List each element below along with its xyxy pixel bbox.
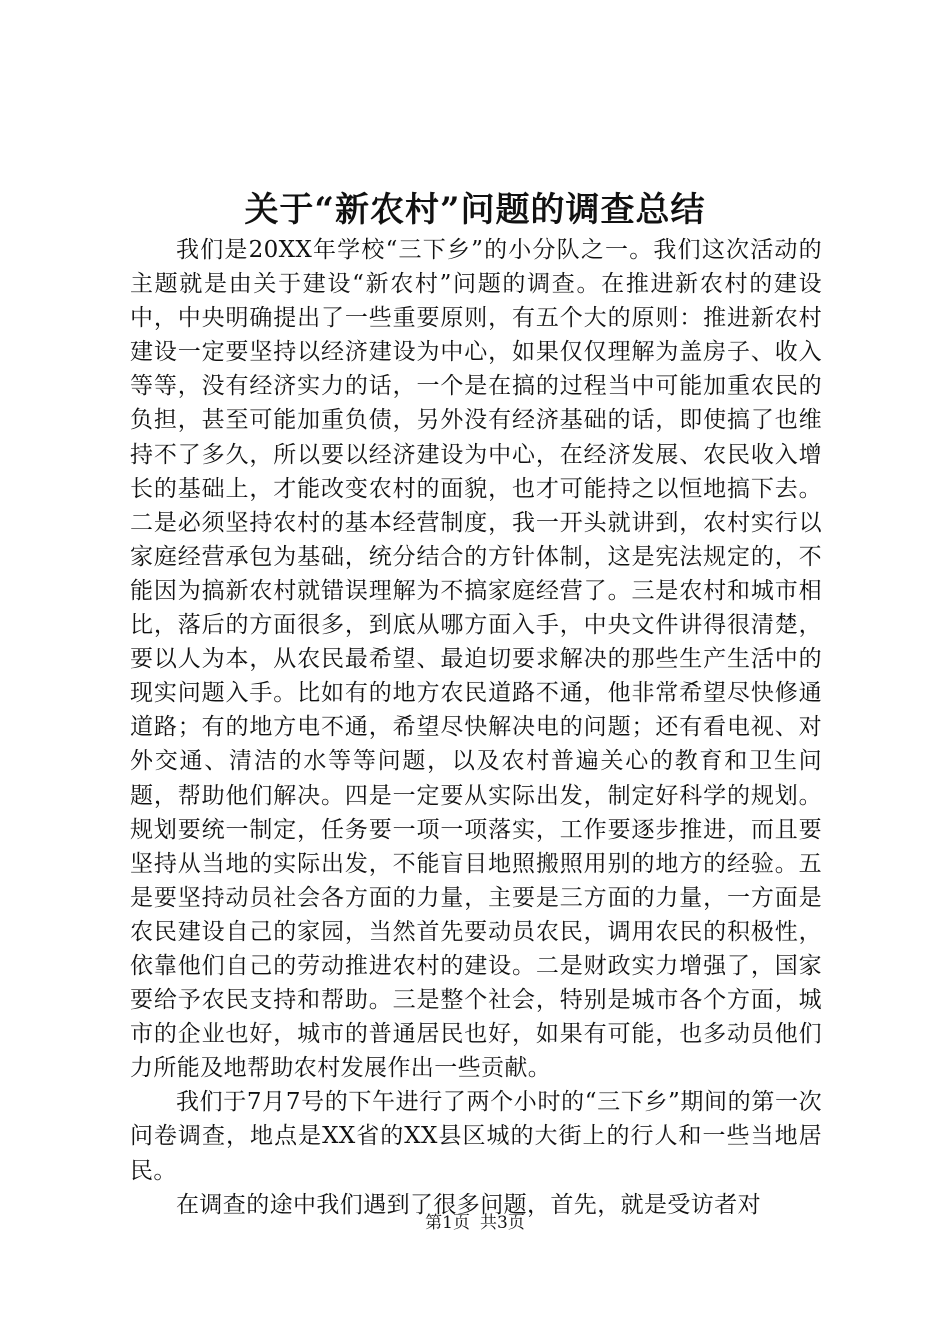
page-total: 共3页 bbox=[480, 1213, 525, 1233]
page-footer bbox=[0, 1211, 950, 1235]
page-number: 第1页 bbox=[425, 1213, 470, 1233]
paragraph-2: 我们于7月7号的下午进行了两个小时的“三下乡”期间的第一次问卷调查，地点是XX省的XX县区城的大街上的行人和一些当地居民。 bbox=[130, 1089, 822, 1184]
document-title: 关于“新农村”问题的调查总结 bbox=[244, 190, 706, 230]
paragraph-3: 在调查的途中我们遇到了很多问题，首先，就是受访者对 bbox=[176, 1191, 761, 1218]
document-body bbox=[130, 233, 822, 1222]
paragraph-1: 我们是20XX年学校“三下乡”的小分队之一。我们这次活动的主题就是由关于建设“新农村”问题的调查。在推进新农村的建设中，中央明确提出了一些重要原则，有五个大的原则：推进新农村建设一定要坚持以经济建设为中心，如果仅仅理解为盖房子、收入等等，没有经济实力的话，一个是在搞的过程当中可能加重农民的负担，甚至可能加重负债，另外没有经济基础的话，即使搞了也维持不了多久，所以要以经济建设为中心，在经济发展、农民收入增长的基础上，才能改变农村的面貌，也才可能持之以恒地搞下去。二是必须坚持农村的基本经营制度，我一开头就讲到，农村实行以家庭经营承包为基础，统分结合的方针体制，这是宪法规定的，不能因为搞新农村就错误理解为不搞家庭经营了。三是农村和城市相比，落后的方面很多，到底从哪方面入手，中央文件讲得很清楚，要以人为本，从农民最希望、最迫切要求解决的那些生产生活中的现实问题入手。比如有的地方农民道路不通，他非常希望尽快修通道路；有的地方电不通，希望尽快解决电的问题；还有看电视、对外交通、清洁的水等等问题，以及农村普遍关心的教育和卫生问题，帮助他们解决。四是一定要从实际出发，制定好科学的规划。规划要统一制定，任务要一项一项落实，工作要逐步推进，而且要坚持从当地的实际出发，不能盲目地照搬照用别的地方的经验。五是要坚持动员社会各方面的力量，主要是三方面的力量，一方面是农民建设自己的家园，当然首先要动员农民，调用农民的积极性，依靠他们自己的劳动推进农村的建设。二是财政实力增强了，国家要给予农民支持和帮助。三是整个社会，特别是城市各个方面，城市的企业也好，城市的普通居民也好，如果有可能，也多动员他们力所能及地帮助农村发展作出一些贡献。 bbox=[130, 237, 822, 1082]
